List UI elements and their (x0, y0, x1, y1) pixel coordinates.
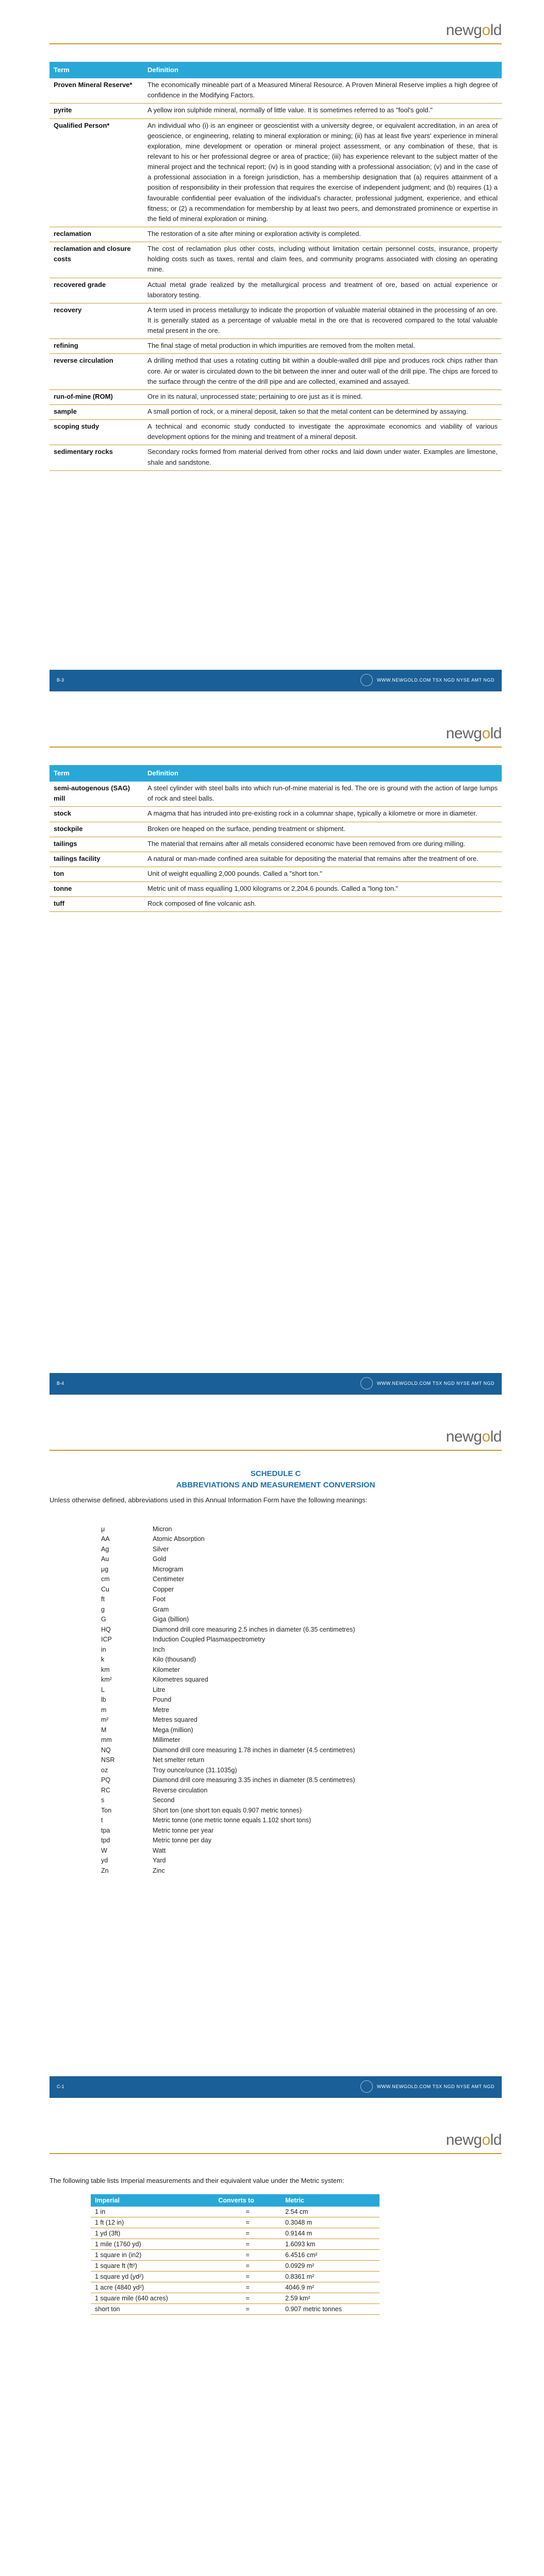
abbreviation-meaning: Troy ounce/ounce (31.1035g) (153, 1766, 237, 1774)
conversion-table (91, 2194, 380, 2315)
abbreviation-meaning: Microgram (153, 1565, 184, 1573)
abbreviation-code: Cu (101, 1585, 109, 1593)
abbreviation-code: km² (101, 1676, 112, 1683)
table-row (91, 2217, 380, 2228)
abbreviation-code: M (101, 1726, 107, 1734)
table-row: reverse circulation A drilling method that uses a rotating cutting bit within a double-walled drill pipe and produces rock chips rather than core. Air or water is circulated down to the bit between the inner and outer wall of the drill pipe. The chips are forced to the surface through the centre of the drill pipe and are collected, examined and assayed. (50, 354, 502, 389)
abbreviation-meaning: Gold (153, 1555, 167, 1563)
conversion-op: = (214, 2304, 281, 2315)
page-c1 (0, 1406, 544, 2110)
abbreviation-code: μg (101, 1565, 109, 1573)
list-item (101, 1605, 502, 1615)
conversion-op: = (214, 2261, 281, 2272)
header-rule (50, 2153, 502, 2154)
list-item (101, 1685, 502, 1696)
footer-website[interactable]: WWW.NEWGOLD.COM TSX NGD NYSE AMT NGD (376, 1381, 494, 1386)
abbreviation-code: m² (101, 1716, 109, 1723)
abbreviation-meaning: Pound (153, 1696, 172, 1703)
conversion-metric: 2.59 km² (281, 2293, 380, 2304)
conversion-op: = (214, 2207, 281, 2217)
table-row (91, 2207, 380, 2217)
metric-header: Metric (281, 2194, 380, 2207)
abbreviation-meaning: Metres squared (153, 1716, 197, 1723)
abbreviation-list (101, 1524, 502, 1876)
abbreviation-code: μ (101, 1525, 105, 1533)
list-item (101, 1524, 502, 1535)
conversion-op: = (214, 2250, 281, 2261)
table-row (91, 2282, 380, 2293)
conversion-intro: The following table lists Imperial measurements and their equivalent value under the Metric system: (50, 2177, 344, 2184)
table-row (91, 2261, 380, 2272)
conversion-metric: 0.8361 m² (281, 2272, 380, 2282)
list-item (101, 1745, 502, 1756)
abbreviation-code: in (101, 1646, 106, 1653)
abbreviation-code: NQ (101, 1746, 111, 1754)
glossary-table (50, 62, 502, 471)
conversion-imperial: 1 mile (1760 yd) (91, 2239, 214, 2250)
abbreviation-code: lb (101, 1696, 106, 1703)
footer-website[interactable]: WWW.NEWGOLD.COM TSX NGD NYSE AMT NGD (376, 2084, 494, 2089)
table-row: tailings facility A natural or man-made confined area suitable for depositing the material that remains after the treatment of ore. (50, 852, 502, 867)
glossary-table (50, 765, 502, 912)
table-row: recovery A term used in process metallurgy to indicate the proportion of valuable material obtained in the processing of an ore. It is generally stated as a percentage of valuable metal in the ore that is recovered compared to the total valuable metal present in the ore. (50, 303, 502, 338)
list-item (101, 1595, 502, 1605)
header-rule (50, 747, 502, 748)
list-item (101, 1755, 502, 1766)
table-row: recovered grade Actual metal grade realized by the metallurgical process and treatment of ore, based on actual experience or laboratory testing. (50, 278, 502, 303)
newgold-logo: newgold (446, 1428, 502, 1445)
schedule-intro: Unless otherwise defined, abbreviations used in this Annual Information Form have the following meanings: (50, 1496, 368, 1504)
abbreviation-code: W (101, 1846, 107, 1854)
abbreviation-meaning: Metric tonne (one metric tonne equals 1.102 short tons) (153, 1817, 311, 1824)
abbreviation-meaning: Metric tonne per day (153, 1837, 211, 1844)
abbreviation-code: t (101, 1817, 103, 1824)
list-item (101, 1816, 502, 1826)
table-row: tonne Metric unit of mass equalling 1,000 kilograms or 2,204.6 pounds. Called a "long ton." (50, 882, 502, 897)
abbreviation-meaning: Reverse circulation (153, 1786, 208, 1794)
table-row: Qualified Person* An individual who (i) is an engineer or geoscientist with a university degree, or equivalent accreditation, in an area of geoscience, or engineering, relating to mineral exploration or mining; (ii) has at least five years' experience in mineral exploration, mine development or operation or mineral project assessment, or any combination of these, that is relevant to his or her professional degree or area of practice; (iii) has experience relevant to the subject matter of the mineral project and the technical report; (iv) is in good standing with a professional association; (v) and in the case of a professional association in a foreign jurisdiction, has a membership designation that (a) requires attainment of a position of responsibility in their profession that requires the exercise of independent judgment; and (b) requires (1) a favourable confidential peer evaluation of the individual's character, professional judgment, experience, and ethical fitness; or (2) a recommendation for membership by at least two peers, and demonstrated prominence or expertise in the field of mineral exploration or mining. (50, 118, 502, 227)
page-number: C-1 (57, 2084, 64, 2089)
table-row: scoping study A technical and economic study conducted to investigate the approximate economics and viability of various development options for the mining and treatment of a mineral deposit. (50, 420, 502, 445)
abbreviation-code: G (101, 1616, 106, 1623)
abbreviation-code: RC (101, 1786, 111, 1794)
table-row: refining The final stage of metal production in which impurities are removed from the molten metal. (50, 339, 502, 354)
list-item (101, 1545, 502, 1555)
abbreviation-meaning: Millimeter (153, 1736, 180, 1743)
conversion-metric: 6.4516 cm² (281, 2250, 380, 2261)
list-item (101, 1554, 502, 1565)
list-item (101, 1655, 502, 1665)
abbreviation-meaning: Foot (153, 1596, 166, 1603)
list-item (101, 1565, 502, 1575)
abbreviation-meaning: Metric tonne per year (153, 1826, 214, 1834)
list-item (101, 1585, 502, 1595)
abbreviation-code: km (101, 1666, 110, 1673)
abbreviation-meaning: Kilo (thousand) (153, 1656, 196, 1663)
abbreviation-code: mm (101, 1736, 112, 1743)
abbreviation-code: tpd (101, 1837, 110, 1844)
list-item (101, 1735, 502, 1745)
definition-header: Definition (143, 765, 502, 782)
list-item (101, 1826, 502, 1836)
table-row: stockpile Broken ore heaped on the surface, pending treatment or shipment. (50, 822, 502, 837)
abbreviation-code: Zn (101, 1867, 109, 1874)
abbreviation-code: ICP (101, 1636, 112, 1643)
abbreviation-meaning: Induction Coupled Plasmaspectrometry (153, 1636, 266, 1643)
definition-header: Definition (143, 62, 502, 78)
conversion-metric: 1.6093 km (281, 2239, 380, 2250)
abbreviation-meaning: Zinc (153, 1867, 165, 1874)
conversion-op: = (214, 2217, 281, 2228)
conversion-imperial: 1 acre (4840 yd²) (91, 2282, 214, 2293)
abbreviation-meaning: Litre (153, 1686, 166, 1693)
abbreviation-meaning: Gram (153, 1605, 169, 1613)
imperial-header: Imperial (91, 2194, 214, 2207)
page-c2 (0, 2110, 544, 2576)
list-item (101, 1795, 502, 1806)
list-item (101, 1766, 502, 1776)
converts-header: Converts to (214, 2194, 281, 2207)
abbreviation-meaning: Micron (153, 1525, 172, 1533)
list-item (101, 1635, 502, 1645)
term-header: Term (50, 765, 143, 782)
header-rule (50, 1450, 502, 1451)
table-row (91, 2293, 380, 2304)
abbreviation-code: AA (101, 1535, 110, 1543)
table-row: sedimentary rocks Secondary rocks formed from material derived from other rocks and laid down under water. Examples are limestone, shale and sandstone. (50, 445, 502, 470)
abbreviation-code: tpa (101, 1826, 110, 1834)
abbreviation-meaning: Watt (153, 1846, 166, 1854)
list-item (101, 1574, 502, 1585)
table-row: tuff Rock composed of fine volcanic ash. (50, 897, 502, 912)
abbreviation-code: Ton (101, 1806, 112, 1814)
conversion-op: = (214, 2293, 281, 2304)
abbreviation-meaning: Metre (153, 1706, 169, 1714)
list-item (101, 1645, 502, 1655)
page-b4 (0, 703, 544, 1406)
abbreviation-meaning: Mega (million) (153, 1726, 193, 1734)
abbreviation-meaning: Diamond drill core measuring 2.5 inches in diameter (6.35 centimetres) (153, 1625, 355, 1633)
newgold-logo: newgold (446, 725, 502, 742)
abbreviation-code: NSR (101, 1756, 115, 1764)
abbreviation-meaning: Copper (153, 1585, 174, 1593)
conversion-imperial: 1 square in (in2) (91, 2250, 214, 2261)
page-footer (50, 670, 502, 691)
page-footer (50, 2076, 502, 2098)
seal-icon (360, 1377, 373, 1389)
list-item (101, 1695, 502, 1705)
conversion-op: = (214, 2282, 281, 2293)
schedule-title: SCHEDULE C ABBREVIATIONS AND MEASUREMENT CONVERSION (176, 1469, 375, 1489)
abbreviation-meaning: Diamond drill core measuring 3.35 inches in diameter (8.5 centimetres) (153, 1776, 355, 1784)
conversion-op: = (214, 2239, 281, 2250)
abbreviation-meaning: Centimeter (153, 1575, 185, 1583)
table-row: sample A small portion of rock, or a mineral deposit, taken so that the metal content can be determined by assaying. (50, 404, 502, 419)
abbreviation-meaning: Kilometres squared (153, 1676, 208, 1683)
conversion-imperial: 1 in (91, 2207, 214, 2217)
footer-website[interactable]: WWW.NEWGOLD.COM TSX NGD NYSE AMT NGD (376, 677, 494, 683)
list-item (101, 1725, 502, 1736)
list-item (101, 1836, 502, 1846)
newgold-logo: newgold (446, 22, 502, 39)
conversion-imperial: short ton (91, 2304, 214, 2315)
abbreviation-code: yd (101, 1857, 108, 1864)
abbreviation-code: k (101, 1656, 105, 1663)
abbreviation-code: Au (101, 1555, 109, 1563)
abbreviation-code: m (101, 1706, 107, 1714)
conversion-imperial: 1 ft (12 in) (91, 2217, 214, 2228)
table-row: reclamation The restoration of a site after mining or exploration activity is completed. (50, 227, 502, 242)
list-item (101, 1806, 502, 1816)
list-item (101, 1534, 502, 1545)
list-item (101, 1866, 502, 1876)
conversion-imperial: 1 square yd (yd²) (91, 2272, 214, 2282)
abbreviation-meaning: Second (153, 1797, 175, 1804)
abbreviation-meaning: Giga (billion) (153, 1616, 189, 1623)
abbreviation-code: cm (101, 1575, 110, 1583)
abbreviation-meaning: Yard (153, 1857, 166, 1864)
page-number: B-4 (57, 1381, 64, 1386)
header-rule (50, 43, 502, 44)
table-row: semi-autogenous (SAG) mill A steel cylinder with steel balls into which run-of-mine material is fed. The ore is ground with the action of large lumps of rock and steel balls. (50, 782, 502, 807)
conversion-imperial: 1 square ft (ft²) (91, 2261, 214, 2272)
abbreviation-code: oz (101, 1766, 108, 1774)
table-row: Proven Mineral Reserve* The economically mineable part of a Measured Mineral Resource. A Proven Mineral Reserve implies a high degree of confidence in the Modifying Factors. (50, 78, 502, 104)
conversion-imperial: 1 yd (3ft) (91, 2228, 214, 2239)
table-row: pyrite A yellow iron sulphide mineral, normally of little value. It is sometimes referred to as "fool's gold." (50, 104, 502, 118)
conversion-op: = (214, 2272, 281, 2282)
table-row (91, 2272, 380, 2282)
page-footer (50, 1373, 502, 1395)
term-header: Term (50, 62, 143, 78)
list-item (101, 1625, 502, 1635)
list-item (101, 1615, 502, 1625)
list-item (101, 1715, 502, 1725)
conversion-op: = (214, 2228, 281, 2239)
table-row (91, 2228, 380, 2239)
list-item (101, 1705, 502, 1716)
abbreviation-code: s (101, 1797, 105, 1804)
page-number: B-3 (57, 677, 64, 683)
table-row (91, 2250, 380, 2261)
list-item (101, 1775, 502, 1786)
abbreviation-meaning: Atomic Absorption (153, 1535, 205, 1543)
abbreviation-meaning: Net smelter return (153, 1756, 205, 1764)
list-item (101, 1786, 502, 1796)
abbreviation-code: L (101, 1686, 105, 1693)
seal-icon (360, 674, 373, 686)
abbreviation-code: g (101, 1605, 105, 1613)
table-row: run-of-mine (ROM) Ore in its natural, unprocessed state; pertaining to ore just as it is mined. (50, 389, 502, 404)
list-item (101, 1675, 502, 1685)
conversion-metric: 0.9144 m (281, 2228, 380, 2239)
table-row: stock A magma that has intruded into pre-existing rock in a columnar shape, typically a kilometre or more in diameter. (50, 807, 502, 822)
conversion-metric: 0.3048 m (281, 2217, 380, 2228)
abbreviation-code: ft (101, 1596, 105, 1603)
conversion-imperial: 1 square mile (640 acres) (91, 2293, 214, 2304)
table-row: ton Unit of weight equalling 2,000 pounds. Called a "short ton." (50, 867, 502, 882)
conversion-metric: 2.54 cm (281, 2207, 380, 2217)
conversion-metric: 0.0929 m² (281, 2261, 380, 2272)
table-row (91, 2304, 380, 2315)
abbreviation-meaning: Short ton (one short ton equals 0.907 metric tonnes) (153, 1806, 302, 1814)
abbreviation-meaning: Inch (153, 1646, 165, 1653)
conversion-metric: 0.907 metric tonnes (281, 2304, 380, 2315)
abbreviation-meaning: Kilometer (153, 1666, 180, 1673)
list-item (101, 1665, 502, 1675)
conversion-metric: 4046.9 m² (281, 2282, 380, 2293)
table-row: reclamation and closure costs The cost of reclamation plus other costs, including without limitation certain personnel costs, insurance, property holding costs such as taxes, rental and claim fees, and community programs associated with closing an operating mine. (50, 242, 502, 278)
seal-icon (360, 2080, 373, 2093)
abbreviation-meaning: Diamond drill core measuring 1.78 inches in diameter (4.5 centimetres) (153, 1746, 355, 1754)
abbreviation-meaning: Silver (153, 1545, 169, 1553)
page-b3 (0, 0, 544, 703)
abbreviation-code: Ag (101, 1545, 109, 1553)
table-row (91, 2239, 380, 2250)
abbreviation-code: HQ (101, 1625, 111, 1633)
list-item (101, 1856, 502, 1866)
newgold-logo: newgold (446, 2131, 502, 2148)
list-item (101, 1846, 502, 1856)
abbreviation-code: PQ (101, 1776, 111, 1784)
table-row: tailings The material that remains after all metals considered economic have been removed from ore during milling. (50, 837, 502, 852)
